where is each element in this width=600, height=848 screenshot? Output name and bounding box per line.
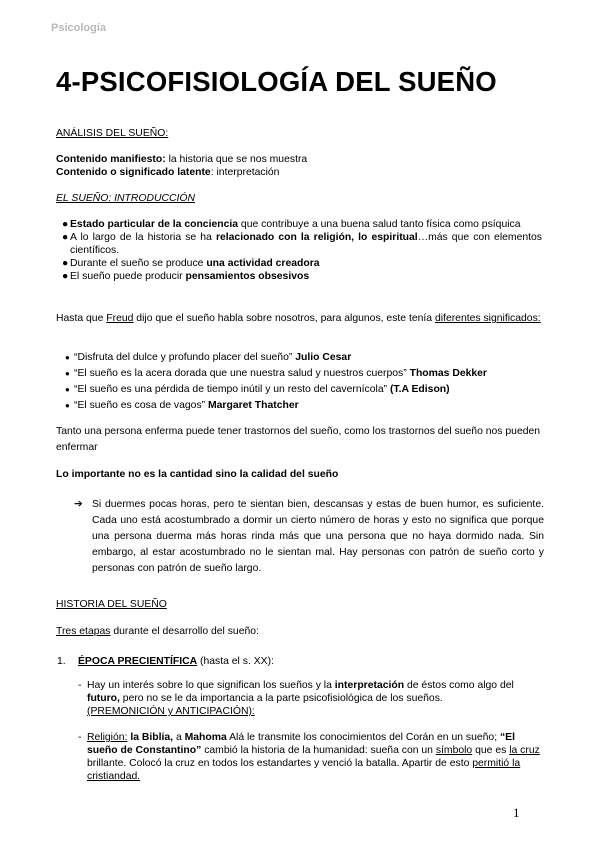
quote-item — [56, 399, 544, 413]
bullet-dot-icon: ● — [62, 232, 69, 243]
permitio-text: permitió la cristiandad. — [87, 758, 521, 782]
tres-etapas-line — [56, 625, 544, 638]
religion-text: Religión: — [87, 732, 128, 743]
paragraph-text: Hasta que — [56, 313, 107, 324]
definition-term: Contenido o significado latente — [56, 167, 211, 178]
importante-heading: Lo importante no es la cantidad sino la calidad del sueño — [56, 469, 339, 480]
item-heading: ÉPOCA PRECIENTÍFICA — [78, 656, 198, 667]
bold-text: interpretación — [334, 680, 405, 691]
historia-heading-text: HISTORIA DEL SUEÑO — [56, 599, 167, 610]
arrow-paragraph — [56, 497, 544, 577]
bold-text: futuro, — [87, 693, 120, 704]
arrow-right-icon: ➔ — [74, 499, 83, 510]
analisis-definitions — [56, 153, 544, 179]
dash-marker: - — [78, 680, 82, 691]
quote-item — [56, 367, 544, 381]
text: a — [173, 732, 185, 743]
freud-paragraph — [56, 312, 544, 325]
cruz-text: la cruz — [509, 745, 540, 756]
text: Hay un interés sobre lo que significan los sueños y la — [87, 680, 335, 691]
item-text: El sueño puede producir — [70, 271, 186, 282]
quote-text: “El sueño es la acera dorada que une nuestra salud y nuestros cuerpos” — [74, 368, 410, 379]
definition-text: la historia que se nos muestra — [165, 154, 308, 165]
running-header: Psicología — [51, 22, 107, 34]
list-item — [62, 231, 542, 257]
paragraph-text: dijo que el sueño habla sobre nosotros, para algunos, este tenía — [133, 313, 435, 324]
page-number: 1 — [513, 805, 520, 820]
quote-item — [56, 383, 544, 397]
item-text: A lo largo de la historia se ha — [70, 232, 216, 243]
bullet-dot-icon: ● — [62, 219, 69, 230]
item-bold: una actividad creadora — [206, 258, 320, 269]
bullet-icon: ● — [65, 353, 70, 362]
bullet-icon: ● — [65, 401, 70, 410]
item-number: 1. — [57, 656, 66, 667]
bullet-icon: ● — [65, 369, 70, 378]
simbolo-text: símbolo — [435, 745, 473, 756]
quote-text: “El sueño es una pérdida de tiempo inútil y un resto del cavernícola” — [74, 384, 390, 395]
definition-latent — [56, 166, 544, 179]
quote-author: (T.A Edison) — [389, 384, 450, 395]
bold-text: “El sueño de Constantino” — [87, 732, 515, 756]
diferentes-text: diferentes significados: — [434, 313, 541, 324]
quote-author: Margaret Thatcher — [208, 400, 299, 411]
list-item — [62, 257, 542, 270]
definition-manifest — [56, 153, 544, 166]
bold-text: Mahoma — [184, 732, 227, 743]
quote-author: Julio Cesar — [295, 352, 352, 363]
freud-link-text: Freud — [106, 313, 134, 324]
quote-item — [56, 351, 544, 365]
item-text: que contribuye a una buena salud tanto física como psíquica — [238, 219, 521, 230]
intro-bullet-list — [62, 218, 542, 283]
text: brillante. Colocó la cruz en todos los estandartes y venció la batalla. Apartir de esto — [87, 758, 473, 769]
item-bold: relacionado con la religión, lo espiritual — [215, 232, 418, 243]
item-heading-rest: (hasta el s. XX): — [197, 656, 274, 667]
dash-item-2 — [78, 731, 544, 783]
premonicion-text: (PREMONICIÓN y ANTICIPACIÓN): — [87, 706, 255, 717]
item-bold: Estado particular de la conciencia — [70, 219, 239, 230]
quote-text: “Disfruta del dulce y profundo placer del sueño” — [74, 352, 296, 363]
intro-heading — [56, 192, 544, 205]
bullet-dot-icon: ● — [62, 258, 69, 269]
dash-item-1 — [78, 679, 544, 718]
bold-text: la Biblia, — [127, 732, 174, 743]
text: cambió la historia de la humanidad: sueña con un — [201, 745, 436, 756]
text: que es — [472, 745, 510, 756]
definition-term: Contenido manifiesto: — [56, 154, 166, 165]
numbered-item-1 — [57, 655, 545, 668]
quote-author: Thomas Dekker — [409, 368, 487, 379]
tanto-paragraph: Tanto una persona enferma puede tener trastornos del sueño, como los trastornos del sueño nos pueden enfermar — [56, 426, 541, 453]
analisis-heading-text: ANÁLISIS DEL SUEÑO: — [56, 128, 169, 139]
definition-text: : interpretación — [210, 167, 280, 178]
item-bold: pensamientos obsesivos — [185, 271, 310, 282]
analisis-heading — [56, 127, 544, 140]
dash-marker: - — [78, 732, 82, 743]
historia-heading — [56, 598, 544, 611]
item-text: …más que con elementos científicos. — [70, 232, 543, 256]
tres-etapas-text: Tres etapas — [56, 626, 111, 637]
list-item — [62, 270, 542, 283]
text: de éstos como algo del — [404, 680, 514, 691]
text: pero no se le da importancia a la parte psicofisiológica de los sueños. — [119, 693, 443, 704]
quote-text: “El sueño es cosa de vagos” — [74, 400, 208, 411]
tres-etapas-rest: durante el desarrollo del sueño: — [110, 626, 259, 637]
arrow-paragraph-text: Si duermes pocas horas, pero te sientan bien, descansas y estas de buen humor, es suficiente. Cada uno está acostumbrado a dormir un cierto número de horas y esto no significa que porque una persona duerma más horas rinda más que una persona que no haya dormido nada. Sin embargo, al estar acostumbrado no le sientan mal. Hay personas con patrón de sueño corto y personas con patrón de sueño largo. — [92, 499, 544, 574]
quotes-list — [56, 351, 544, 415]
bullet-dot-icon: ● — [62, 271, 69, 282]
item-text: Durante el sueño se produce — [70, 258, 207, 269]
intro-heading-text: EL SUEÑO: INTRODUCCIÓN — [56, 193, 195, 204]
list-item — [62, 218, 542, 231]
text: Alá le transmite los conocimientos del Corán en un sueño; — [226, 732, 500, 743]
page-title: 4-PSICOFISIOLOGÍA DEL SUEÑO — [56, 66, 497, 97]
bullet-icon: ● — [65, 385, 70, 394]
